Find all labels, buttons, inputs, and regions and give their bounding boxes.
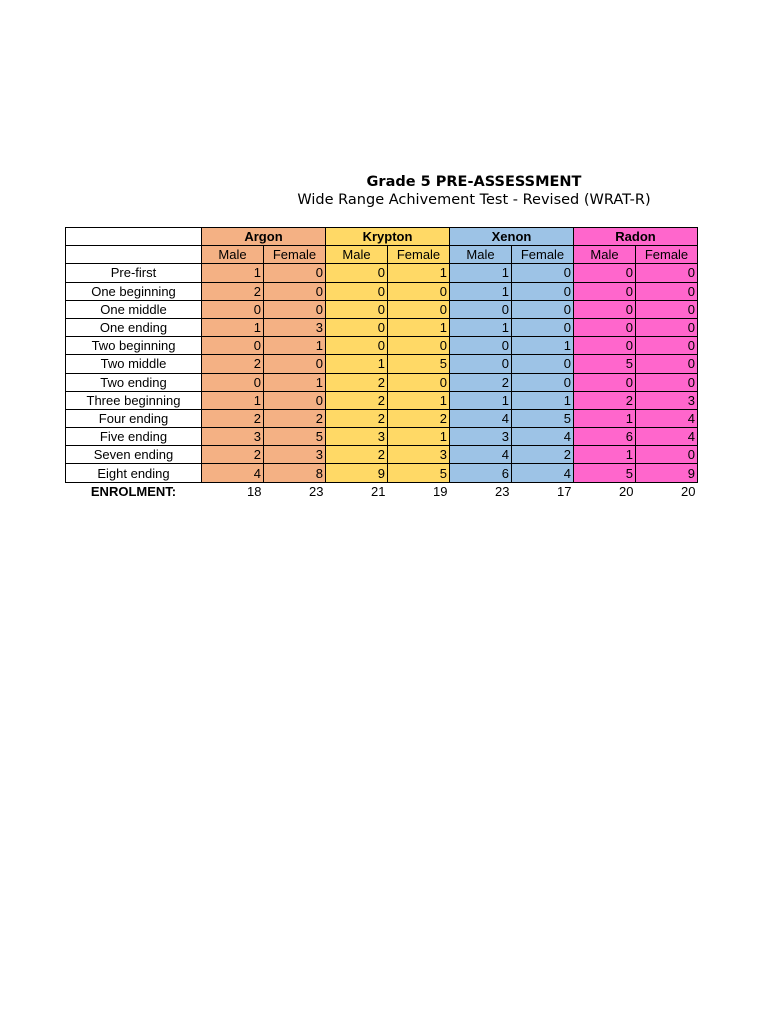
- group-header-argon: Argon: [202, 228, 326, 246]
- value-cell: 2: [326, 391, 388, 409]
- table-row: [66, 391, 698, 409]
- enrolment-total-cell: 19: [388, 482, 450, 500]
- value-cell: 1: [450, 391, 512, 409]
- value-cell: 0: [512, 264, 574, 282]
- value-cell: 2: [450, 373, 512, 391]
- value-cell: 3: [202, 428, 264, 446]
- value-cell: 1: [574, 409, 636, 427]
- value-cell: 0: [202, 373, 264, 391]
- value-cell: 0: [450, 300, 512, 318]
- row-label: One ending: [66, 318, 202, 336]
- table-row: [66, 373, 698, 391]
- enrolment-total-cell: 18: [202, 482, 264, 500]
- value-cell: 4: [450, 409, 512, 427]
- value-cell: 1: [388, 428, 450, 446]
- value-cell: 4: [512, 428, 574, 446]
- value-cell: 0: [574, 373, 636, 391]
- value-cell: 0: [388, 282, 450, 300]
- row-label: Two ending: [66, 373, 202, 391]
- value-cell: 0: [512, 355, 574, 373]
- value-cell: 1: [264, 373, 326, 391]
- value-cell: 3: [326, 428, 388, 446]
- value-cell: 0: [264, 264, 326, 282]
- sub-header-male: Male: [202, 246, 264, 264]
- value-cell: 8: [264, 464, 326, 482]
- value-cell: 4: [202, 464, 264, 482]
- value-cell: 3: [264, 318, 326, 336]
- row-label: Eight ending: [66, 464, 202, 482]
- value-cell: 2: [202, 282, 264, 300]
- value-cell: 6: [450, 464, 512, 482]
- value-cell: 0: [264, 391, 326, 409]
- row-label: Five ending: [66, 428, 202, 446]
- value-cell: 0: [512, 373, 574, 391]
- subheader-blank-cell: [66, 246, 202, 264]
- value-cell: 5: [264, 428, 326, 446]
- page-subtitle: Wide Range Achivement Test - Revised (WRAT-R): [297, 192, 651, 208]
- value-cell: 0: [264, 355, 326, 373]
- value-cell: 0: [202, 337, 264, 355]
- table-row: [66, 355, 698, 373]
- value-cell: 0: [512, 282, 574, 300]
- value-cell: 3: [450, 428, 512, 446]
- enrolment-total-cell: 17: [512, 482, 574, 500]
- value-cell: 1: [574, 446, 636, 464]
- value-cell: 1: [326, 355, 388, 373]
- value-cell: 2: [512, 446, 574, 464]
- value-cell: 2: [202, 409, 264, 427]
- value-cell: 0: [574, 264, 636, 282]
- value-cell: 0: [388, 337, 450, 355]
- value-cell: 0: [326, 282, 388, 300]
- value-cell: 1: [388, 318, 450, 336]
- value-cell: 5: [388, 355, 450, 373]
- row-label: Seven ending: [66, 446, 202, 464]
- value-cell: 1: [450, 264, 512, 282]
- group-header-krypton: Krypton: [326, 228, 450, 246]
- value-cell: 0: [512, 318, 574, 336]
- value-cell: 0: [636, 318, 698, 336]
- value-cell: 0: [636, 300, 698, 318]
- table-row: [66, 318, 698, 336]
- value-cell: 9: [636, 464, 698, 482]
- value-cell: 1: [512, 391, 574, 409]
- value-cell: 2: [326, 446, 388, 464]
- row-label: Three beginning: [66, 391, 202, 409]
- value-cell: 0: [388, 373, 450, 391]
- value-cell: 1: [512, 337, 574, 355]
- value-cell: 0: [264, 282, 326, 300]
- value-cell: 0: [264, 300, 326, 318]
- enrolment-total-cell: 23: [264, 482, 326, 500]
- sub-header-female: Female: [264, 246, 326, 264]
- value-cell: 0: [326, 300, 388, 318]
- value-cell: 1: [202, 264, 264, 282]
- value-cell: 2: [326, 409, 388, 427]
- value-cell: 0: [636, 355, 698, 373]
- value-cell: 2: [574, 391, 636, 409]
- enrolment-total-cell: 23: [450, 482, 512, 500]
- sub-header-female: Female: [636, 246, 698, 264]
- table-row: [66, 464, 698, 482]
- value-cell: 0: [636, 446, 698, 464]
- value-cell: 0: [512, 300, 574, 318]
- assessment-table: [65, 227, 698, 500]
- sub-header-female: Female: [512, 246, 574, 264]
- value-cell: 5: [388, 464, 450, 482]
- value-cell: 6: [574, 428, 636, 446]
- value-cell: 0: [574, 337, 636, 355]
- group-header-row: [66, 228, 698, 246]
- row-label: One middle: [66, 300, 202, 318]
- value-cell: 2: [202, 355, 264, 373]
- enrolment-row: [66, 482, 698, 500]
- value-cell: 0: [574, 318, 636, 336]
- value-cell: 0: [636, 264, 698, 282]
- value-cell: 0: [636, 282, 698, 300]
- value-cell: 1: [388, 391, 450, 409]
- value-cell: 3: [264, 446, 326, 464]
- value-cell: 4: [636, 409, 698, 427]
- value-cell: 0: [574, 300, 636, 318]
- sub-header-female: Female: [388, 246, 450, 264]
- value-cell: 0: [450, 337, 512, 355]
- table-row: [66, 264, 698, 282]
- value-cell: 5: [512, 409, 574, 427]
- row-label: Pre-first: [66, 264, 202, 282]
- group-header-radon: Radon: [574, 228, 698, 246]
- value-cell: 2: [388, 409, 450, 427]
- enrolment-total-cell: 21: [326, 482, 388, 500]
- table-row: [66, 337, 698, 355]
- group-header-xenon: Xenon: [450, 228, 574, 246]
- sub-header-male: Male: [326, 246, 388, 264]
- value-cell: 4: [512, 464, 574, 482]
- value-cell: 0: [326, 318, 388, 336]
- value-cell: 3: [636, 391, 698, 409]
- value-cell: 1: [264, 337, 326, 355]
- enrolment-total-cell: 20: [574, 482, 636, 500]
- value-cell: 1: [202, 391, 264, 409]
- value-cell: 1: [450, 282, 512, 300]
- value-cell: 0: [388, 300, 450, 318]
- header-blank-cell: [66, 228, 202, 246]
- row-label: Two beginning: [66, 337, 202, 355]
- sub-header-row: [66, 246, 698, 264]
- value-cell: 0: [450, 355, 512, 373]
- value-cell: 1: [388, 264, 450, 282]
- value-cell: 0: [202, 300, 264, 318]
- enrolment-label: ENROLMENT:: [66, 482, 202, 500]
- row-label: Two middle: [66, 355, 202, 373]
- value-cell: 2: [326, 373, 388, 391]
- value-cell: 0: [326, 264, 388, 282]
- table-row: [66, 446, 698, 464]
- value-cell: 1: [202, 318, 264, 336]
- value-cell: 4: [450, 446, 512, 464]
- table-row: [66, 428, 698, 446]
- row-label: Four ending: [66, 409, 202, 427]
- enrolment-total-cell: 20: [636, 482, 698, 500]
- value-cell: 2: [264, 409, 326, 427]
- row-label: One beginning: [66, 282, 202, 300]
- value-cell: 9: [326, 464, 388, 482]
- value-cell: 4: [636, 428, 698, 446]
- table-row: [66, 282, 698, 300]
- value-cell: 0: [574, 282, 636, 300]
- value-cell: 5: [574, 464, 636, 482]
- value-cell: 1: [450, 318, 512, 336]
- value-cell: 3: [388, 446, 450, 464]
- table-row: [66, 409, 698, 427]
- value-cell: 0: [636, 373, 698, 391]
- value-cell: 2: [202, 446, 264, 464]
- sub-header-male: Male: [574, 246, 636, 264]
- sub-header-male: Male: [450, 246, 512, 264]
- value-cell: 5: [574, 355, 636, 373]
- table-row: [66, 300, 698, 318]
- value-cell: 0: [636, 337, 698, 355]
- page-title: Grade 5 PRE-ASSESSMENT: [366, 174, 582, 190]
- value-cell: 0: [326, 337, 388, 355]
